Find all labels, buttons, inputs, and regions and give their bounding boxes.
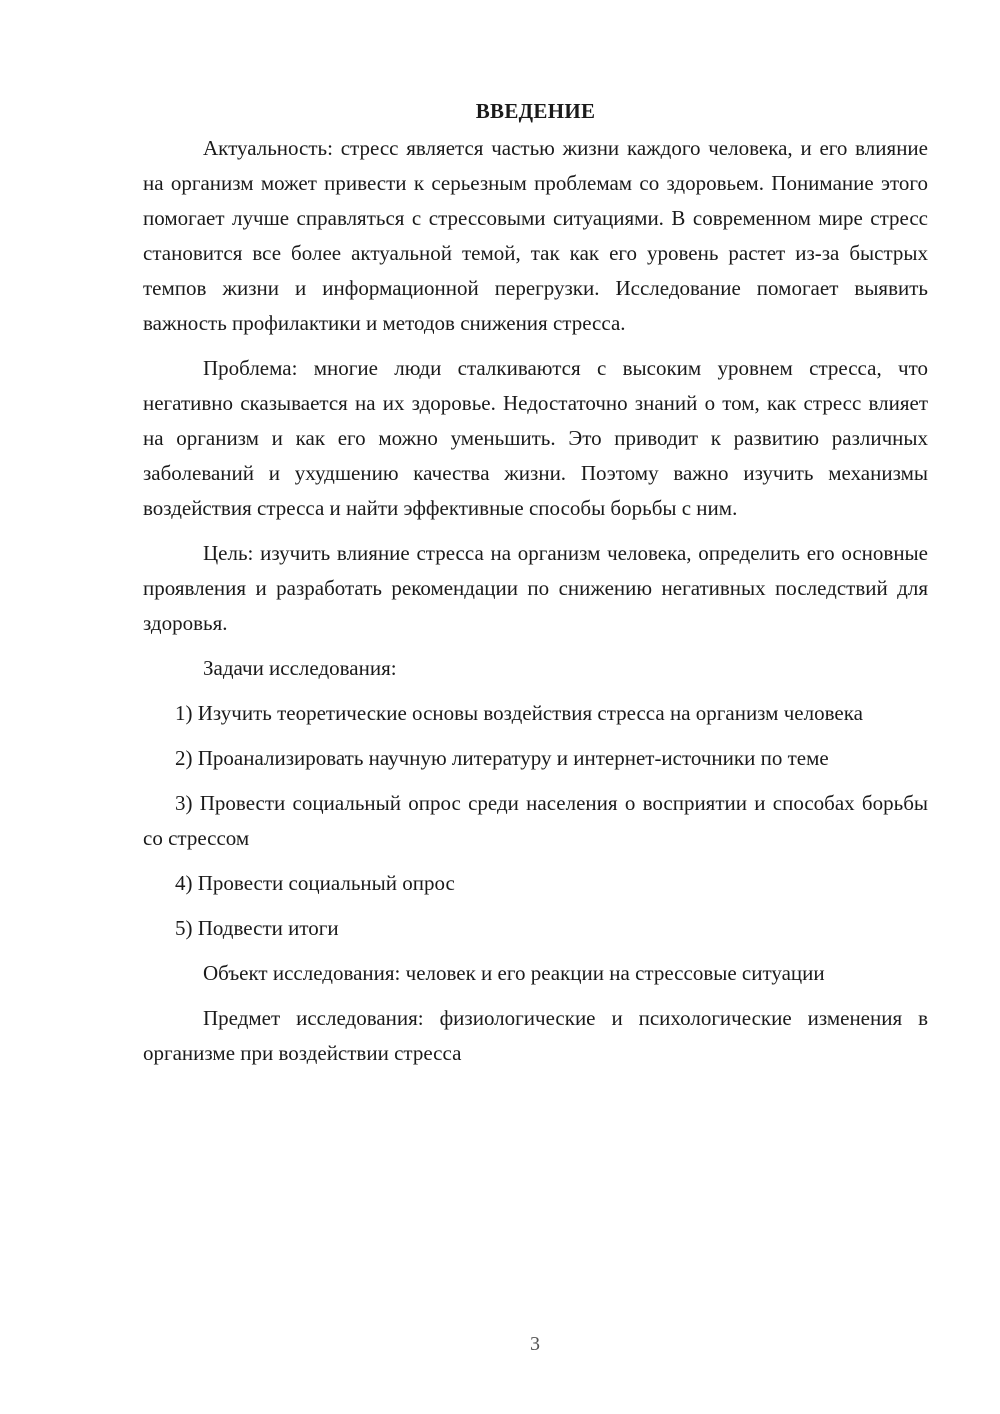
task-item: 5) Подвести итоги	[175, 916, 339, 940]
task-item: 1) Изучить теоретические основы воздействия стресса на организм человека	[175, 701, 863, 725]
task-item: 3) Провести социальный опрос среди населения о восприятии и способах борьбы со стрессом	[143, 791, 928, 850]
research-object-paragraph: Объект исследования: человек и его реакции на стрессовые ситуации	[203, 961, 825, 985]
goal-paragraph: Цель: изучить влияние стресса на организм человека, определить его основные проявления и разработать рекомендации по снижению негативных последствий для здоровья.	[143, 541, 928, 635]
tasks-heading: Задачи исследования:	[203, 656, 397, 680]
document-page	[143, 94, 928, 1081]
research-subject-paragraph: Предмет исследования: физиологические и психологические изменения в организме при воздействии стресса	[143, 1006, 928, 1065]
problem-paragraph: Проблема: многие люди сталкиваются с высоким уровнем стресса, что негативно сказывается на их здоровье. Недостаточно знаний о том, как стресс влияет на организм и как его можно уменьшить. Это приводит к развитию различных заболеваний и ухудшению качества жизни. Поэтому важно изучить механизмы воздействия стресса и найти эффективные способы борьбы с ним.	[143, 356, 928, 520]
task-item: 4) Провести социальный опрос	[175, 871, 455, 895]
relevance-paragraph: Актуальность: стресс является частью жизни каждого человека, и его влияние на организм может привести к серьезным проблемам со здоровьем. Понимание этого помогает лучше справляться с стрессовыми ситуациями. В современном мире стресс становится все более актуальной темой, так как его уровень растет из-за быстрых темпов жизни и информационной перегрузки. Исследование помогает выявить важность профилактики и методов снижения стресса.	[143, 136, 928, 335]
section-title: ВВЕДЕНИЕ	[475, 99, 596, 123]
page-number: 3	[530, 1333, 540, 1355]
task-item: 2) Проанализировать научную литературу и интернет-источники по теме	[175, 746, 829, 770]
